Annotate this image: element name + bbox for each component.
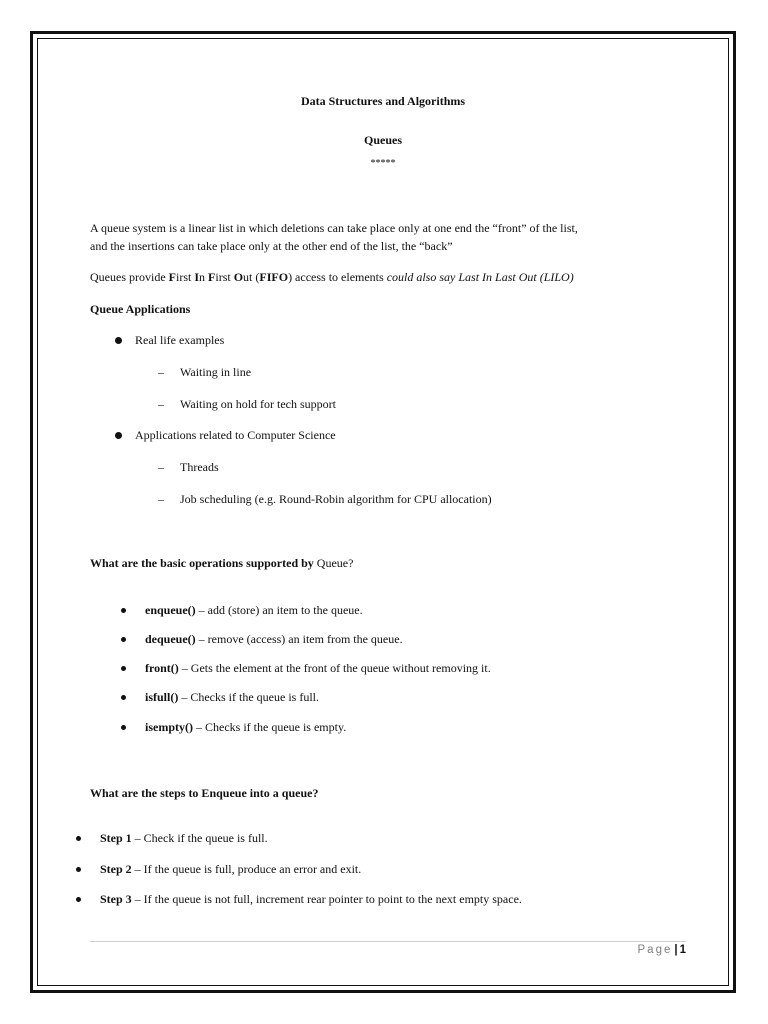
- bullet-icon: [76, 867, 81, 872]
- operations-heading: What are the basic operations supported by Queue?: [90, 556, 354, 570]
- operation-item: front() – Gets the element at the front of the queue without removing it.: [145, 661, 491, 675]
- bullet-icon: [76, 897, 81, 902]
- application-subitem: Waiting in line: [180, 365, 252, 379]
- bullet-icon: [121, 695, 126, 700]
- bullet-icon: [121, 666, 126, 671]
- bullet-icon: [121, 637, 126, 642]
- doc-title: Data Structures and Algorithms: [300, 94, 466, 108]
- dash-icon: –: [158, 460, 164, 474]
- page-separator: |: [674, 944, 678, 956]
- fifo-line: Queues provide First In First Out (FIFO) access to elements could also say Last In Last Out (LILO): [90, 270, 574, 284]
- bullet-icon: [76, 836, 81, 841]
- step-item: Step 1 – Check if the queue is full.: [100, 831, 268, 845]
- page-label: Page: [637, 944, 673, 956]
- intro-line-2: and the insertions can take place only at the other end of the list, the “back”: [90, 239, 453, 253]
- operation-item: enqueue() – add (store) an item to the queue.: [145, 603, 363, 617]
- application-subitem: Waiting on hold for tech support: [180, 397, 337, 411]
- dash-icon: –: [158, 492, 164, 506]
- application-item: Real life examples: [135, 333, 225, 347]
- footer-divider: [90, 941, 686, 942]
- application-subitem: Job scheduling (e.g. Round-Robin algorithm for CPU allocation): [180, 492, 492, 506]
- step-item: Step 3 – If the queue is not full, increment rear pointer to point to the next empty space.: [100, 892, 522, 906]
- intro-line-1: A queue system is a linear list in which deletions can take place only at one end the “front” of the list,: [90, 221, 578, 235]
- page-number: 1: [679, 944, 686, 956]
- application-subitem: Threads: [180, 460, 219, 474]
- bullet-icon: [115, 337, 122, 344]
- operation-item: dequeue() – remove (access) an item from the queue.: [145, 632, 403, 646]
- applications-heading: Queue Applications: [90, 302, 191, 316]
- doc-stars: *****: [370, 158, 396, 169]
- page-footer: [638, 944, 686, 956]
- bullet-icon: [115, 432, 122, 439]
- dash-icon: –: [158, 365, 164, 379]
- doc-subtitle: Queues: [363, 133, 402, 147]
- operation-item: isfull() – Checks if the queue is full.: [145, 690, 319, 704]
- dash-icon: –: [158, 397, 164, 411]
- step-item: Step 2 – If the queue is full, produce an error and exit.: [100, 862, 362, 876]
- steps-heading: What are the steps to Enqueue into a queue?: [90, 786, 319, 800]
- bullet-icon: [121, 608, 126, 613]
- bullet-icon: [121, 725, 126, 730]
- application-item: Applications related to Computer Science: [135, 428, 336, 442]
- operation-item: isempty() – Checks if the queue is empty.: [145, 720, 347, 734]
